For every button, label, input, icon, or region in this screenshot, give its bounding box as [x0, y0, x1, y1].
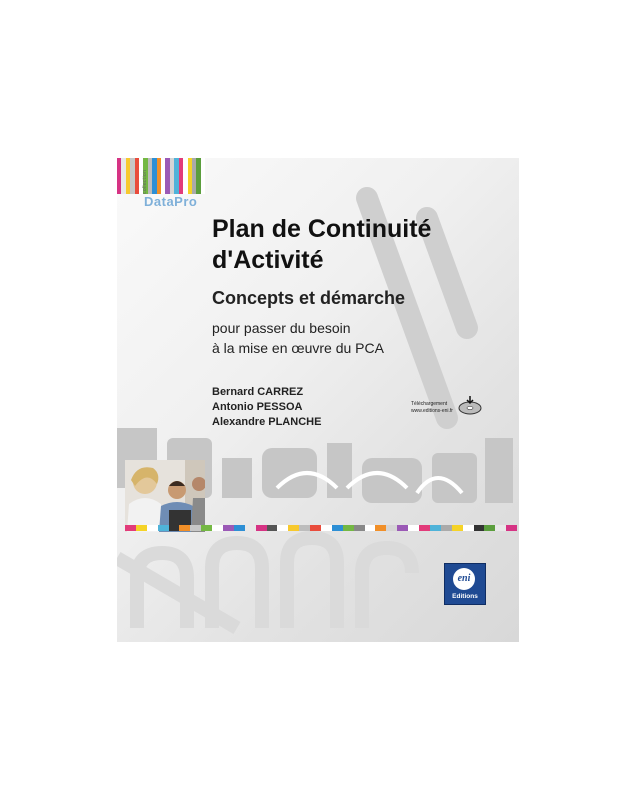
description-line-1: pour passer du besoin [212, 320, 351, 336]
title-line-1: Plan de Continuité [212, 215, 432, 243]
authors-list [212, 385, 321, 430]
download-info [411, 401, 486, 423]
download-text [411, 401, 453, 415]
book-cover [117, 158, 519, 642]
book-subtitle: Concepts et démarche [212, 288, 406, 308]
download-url: www.editions-eni.fr [411, 408, 453, 414]
book-title [212, 214, 512, 276]
logo-mark: eni [453, 568, 475, 590]
author-name: Bernard CARREZ [212, 386, 304, 398]
author-name: Alexandre PLANCHE [212, 416, 322, 428]
author-name: Antonio PESSOA [212, 401, 303, 413]
download-disk-icon [457, 395, 483, 415]
title-line-2: d'Activité [212, 246, 324, 274]
color-bar [125, 525, 517, 531]
book-description [212, 318, 384, 358]
eni-logo [444, 563, 486, 605]
download-label: Téléchargement [411, 401, 448, 407]
collection-label: collection [142, 170, 148, 194]
series-name: DataPro [144, 194, 198, 209]
people-photo [125, 460, 205, 532]
description-line-2: à la mise en œuvre du PCA [212, 340, 384, 356]
publisher-name: Editions [452, 593, 478, 600]
collection-color-stripes [117, 158, 205, 194]
